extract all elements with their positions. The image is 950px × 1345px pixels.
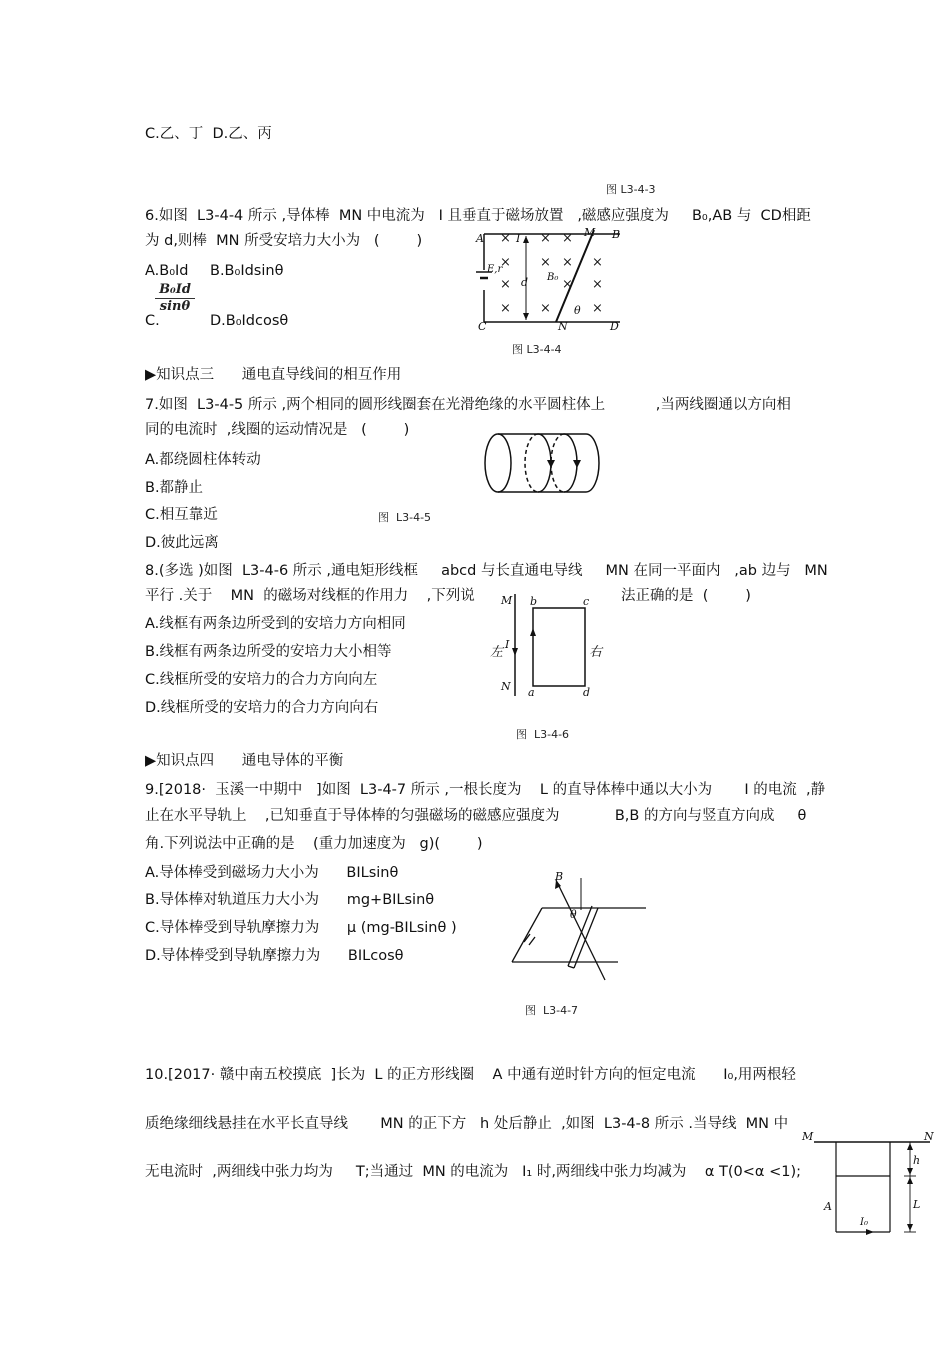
fig4-label-theta: θ [574,304,581,317]
fig4-label-a: A [476,232,484,245]
fig4-label-b0: B₀ [547,272,559,283]
fig4-label-er: E,r [487,264,503,275]
q7-option-a: A.都绕圆柱体转动 [145,452,261,468]
q8-stem-line2a: 平行 .关于 MN 的磁场对线框的作用力 ,下列说 [145,588,475,604]
q7-option-b: B.都静止 [145,480,204,496]
fig6-label-m: M [501,594,513,607]
fig8-label-m: M [802,1130,814,1143]
fig-l3-4-6 [488,590,608,700]
fig7-label-theta: θ [570,908,577,921]
q9-option-b: B.导体棒对轨道压力大小为 mg+BILsinθ [145,892,435,908]
fig4-cross: × [500,277,511,292]
fig6-label-left: 左 [490,645,504,660]
fig4-cross: × [562,277,573,292]
fig4-label-d-corner: D [610,320,619,333]
fig4-label-c: C [478,320,487,333]
fig4-cross: × [540,255,551,270]
fig-l3-4-3-caption: 图 L3-4-3 [606,183,656,196]
fig4-cross: × [540,231,551,246]
q8-option-c: C.线框所受的安培力的合力方向向左 [145,672,378,688]
q6-stem-line1: 6.如图 L3-4-4 所示 ,导体棒 MN 中电流为 I 且垂直于磁场放置 ,磁感应强度为 B₀,AB 与 CD相距 [145,208,811,224]
q5-options-tail: C.乙、丁 D.乙、丙 [145,126,272,142]
fig4-cross: × [562,231,573,246]
q7-option-c: C.相互靠近 [145,507,218,523]
q9-option-a: A.导体棒受到磁场力大小为 BILsinθ [145,865,399,881]
fig6-label-b: b [530,595,538,608]
q6-option-c-numerator: B₀Id [155,283,195,299]
q9-stem-line1: 9.[2018· 玉溪一中期中 ]如图 L3-4-7 所示 ,一根长度为 L 的直导体棒中通以大小为 I 的电流 ,静 [145,782,826,798]
q9-stem-line3: 角.下列说法中正确的是 (重力加速度为 g)( ) [145,836,483,852]
fig4-cross: × [592,301,603,316]
fig4-cross: × [500,255,511,270]
q9-option-d: D.导体棒受到导轨摩擦力为 BILcosθ [145,948,404,964]
fig8-label-h: h [913,1154,921,1167]
q6-option-b: B.B₀Idsinθ [210,263,284,279]
q7-stem-line1: 7.如图 L3-4-5 所示 ,两个相同的圆形线圈套在光滑绝缘的水平圆柱体上 ,当两线圈通以方向相 [145,397,791,413]
q10-stem-line2: 质绝缘细线悬挂在水平长直导线 MN 的正下方 h 处后静止 ,如图 L3-4-8 所示 .当导线 MN 中 [145,1116,789,1132]
q8-stem-line1: 8.(多选 )如图 L3-4-6 所示 ,通电矩形线框 abcd 与长直通电导线 MN 在同一平面内 ,ab 边与 MN [145,563,828,579]
fig4-cross: × [500,231,511,246]
q8-option-d: D.线框所受的安培力的合力方向向右 [145,700,379,716]
fig8-label-n: N [924,1130,934,1143]
q6-option-c-fraction [155,283,195,314]
q8-stem-line2b: 法正确的是 ( ) [621,588,751,604]
fig8-label-l: L [913,1198,921,1211]
fig4-label-d: d [521,276,529,289]
fig4-label-b: B [612,228,621,241]
fig8-label-i0: I₀ [860,1217,868,1228]
q6-stem-line2: 为 d,则棒 MN 所受安培力大小为 ( ) [145,233,423,249]
fig4-label-i: I [516,232,521,245]
fig4-cross: × [592,277,603,292]
fig-l3-4-7-caption: 图 L3-4-7 [525,1004,579,1017]
fig7-label-b: B [555,870,564,883]
q7-option-d: D.彼此远离 [145,535,219,551]
fig-l3-4-6-caption: 图 L3-4-6 [516,728,570,741]
q9-option-c: C.导体棒受到导轨摩擦力为 μ (mg-BILsinθ ) [145,920,457,936]
q9-stem-line2: 止在水平导轨上 ,已知垂直于导体棒的匀强磁场的磁感应强度为 B,B 的方向与竖直方向成 θ [145,808,807,824]
fig-l3-4-5 [484,432,604,496]
fig6-label-n: N [501,680,511,693]
q8-option-a: A.线框有两条边所受到的安培力方向相同 [145,616,406,632]
section-3-heading: ▶知识点三 通电直导线间的相互作用 [145,367,402,383]
fig6-label-a: a [528,686,535,699]
fig4-cross: × [592,255,603,270]
fig6-label-i: I [505,638,510,651]
q6-option-c-prefix: C. [145,313,160,329]
fig8-label-a: A [824,1200,832,1213]
fig-l3-4-4-caption: 图 L3-4-4 [512,343,562,356]
q6-option-d: D.B₀Idcosθ [210,313,289,329]
q7-stem-line2: 同的电流时 ,线圈的运动情况是 ( ) [145,422,410,438]
fig6-label-d: d [583,686,591,699]
section-4-heading: ▶知识点四 通电导体的平衡 [145,753,344,769]
q10-stem-line3: 无电流时 ,两细线中张力均为 T;当通过 MN 的电流为 I₁ 时,两细线中张力均减为 α T(0<α <1); [145,1164,802,1180]
fig6-label-c: c [583,595,590,608]
q6-option-a: A.B₀Id [145,263,189,279]
fig4-cross: × [500,301,511,316]
fig4-cross: × [540,301,551,316]
fig4-cross: × [562,255,573,270]
fig6-label-right: 右 [589,645,603,660]
q6-option-c-denominator: sinθ [159,299,191,314]
fig-l3-4-5-caption: 图 L3-4-5 [378,511,432,524]
q10-stem-line1: 10.[2017· 赣中南五校摸底 ]长为 L 的正方形线圈 A 中通有逆时针方向的恒定电流 I₀,用两根轻 [145,1067,796,1083]
fig-l3-4-8 [800,1128,940,1238]
fig4-label-n: N [558,320,568,333]
fig-l3-4-4 [470,222,630,337]
fig4-label-m: M [584,226,596,239]
fig-l3-4-7 [510,870,650,980]
q8-option-b: B.线框有两条边所受的安培力大小相等 [145,644,392,660]
